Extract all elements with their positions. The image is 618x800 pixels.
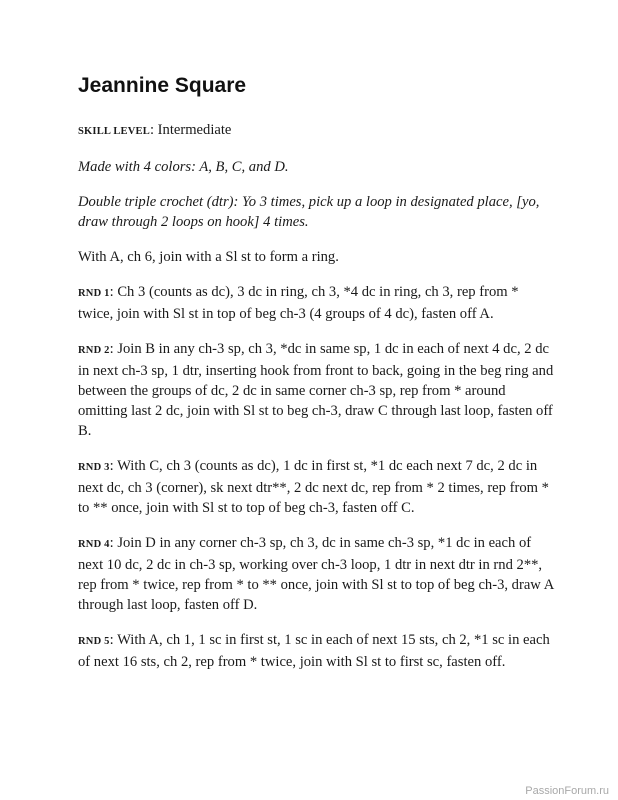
- start-instruction: With A, ch 6, join with a Sl st to form a ring.: [78, 249, 339, 265]
- round-3-label: RND 3: [78, 462, 110, 473]
- round-4: [78, 533, 556, 615]
- round-3-text: With C, ch 3 (counts as dc), 1 dc in first st, *1 dc each next 7 dc, 2 dc in next dc, ch 3 (corner), sk next dtr**, 2 dc next dc, rep from * 2 times, rep from * to ** once, join with Sl st to top of beg ch-3, fasten off C.: [78, 458, 549, 516]
- round-5-label: RND 5: [78, 636, 110, 647]
- round-5-colon: :: [109, 632, 118, 648]
- round-1: [78, 282, 556, 324]
- colors-note: Made with 4 colors: A, B, C, and D.: [78, 159, 289, 175]
- watermark: PassionForum.ru: [525, 785, 609, 797]
- round-5-text: With A, ch 1, 1 sc in first st, 1 sc in each of next 15 sts, ch 2, *1 sc in each of next 16 sts, ch 2, rep from * twice, join with Sl st to first sc, fasten off.: [78, 632, 550, 670]
- round-2-colon: :: [109, 341, 118, 357]
- round-4-label: RND 4: [78, 539, 110, 550]
- round-2-label: RND 2: [78, 345, 110, 356]
- round-2-text: Join B in any ch-3 sp, ch 3, *dc in same sp, 1 dc in each of next 4 dc, 2 dc in next ch-3 sp, 1 dtr, inserting hook from front to back, going in the beg ring and between the groups of dc, 2 dc in same corner ch-3 sp, rep from * around omitting last 2 dc, join with Sl st to beg ch-3, draw C through last loop, fasten off B.: [78, 341, 554, 439]
- skill-level-value: Intermediate: [157, 122, 232, 138]
- skill-level-colon: :: [149, 122, 158, 138]
- round-4-text: Join D in any corner ch-3 sp, ch 3, dc in same ch-3 sp, *1 dc in each of next 10 dc, 2 dc in ch-3 sp, working over ch-3 loop, 1 dtr in next dtr in rnd 2**, rep from * twice, rep from * to ** once, join with Sl st to top of beg ch-3, draw A through last loop, fasten off D.: [78, 535, 554, 613]
- page-title: Jeannine Square: [78, 74, 247, 97]
- skill-level: [78, 120, 556, 142]
- round-4-colon: :: [109, 535, 118, 551]
- round-5: [78, 630, 556, 672]
- skill-level-label: SKILL LEVEL: [78, 126, 150, 137]
- round-1-text: Ch 3 (counts as dc), 3 dc in ring, ch 3, *4 dc in ring, ch 3, rep from * twice, join with Sl st in top of beg ch-3 (4 groups of 4 dc), fasten off A.: [78, 284, 519, 322]
- round-2: [78, 339, 556, 441]
- pattern-page: [78, 72, 556, 687]
- round-3: [78, 456, 556, 518]
- round-1-label: RND 1: [78, 288, 110, 299]
- dtr-note: Double triple crochet (dtr): Yo 3 times, pick up a loop in designated place, [yo, draw through 2 loops on hook] 4 times.: [78, 194, 540, 230]
- round-3-colon: :: [109, 458, 118, 474]
- round-1-colon: :: [109, 284, 118, 300]
